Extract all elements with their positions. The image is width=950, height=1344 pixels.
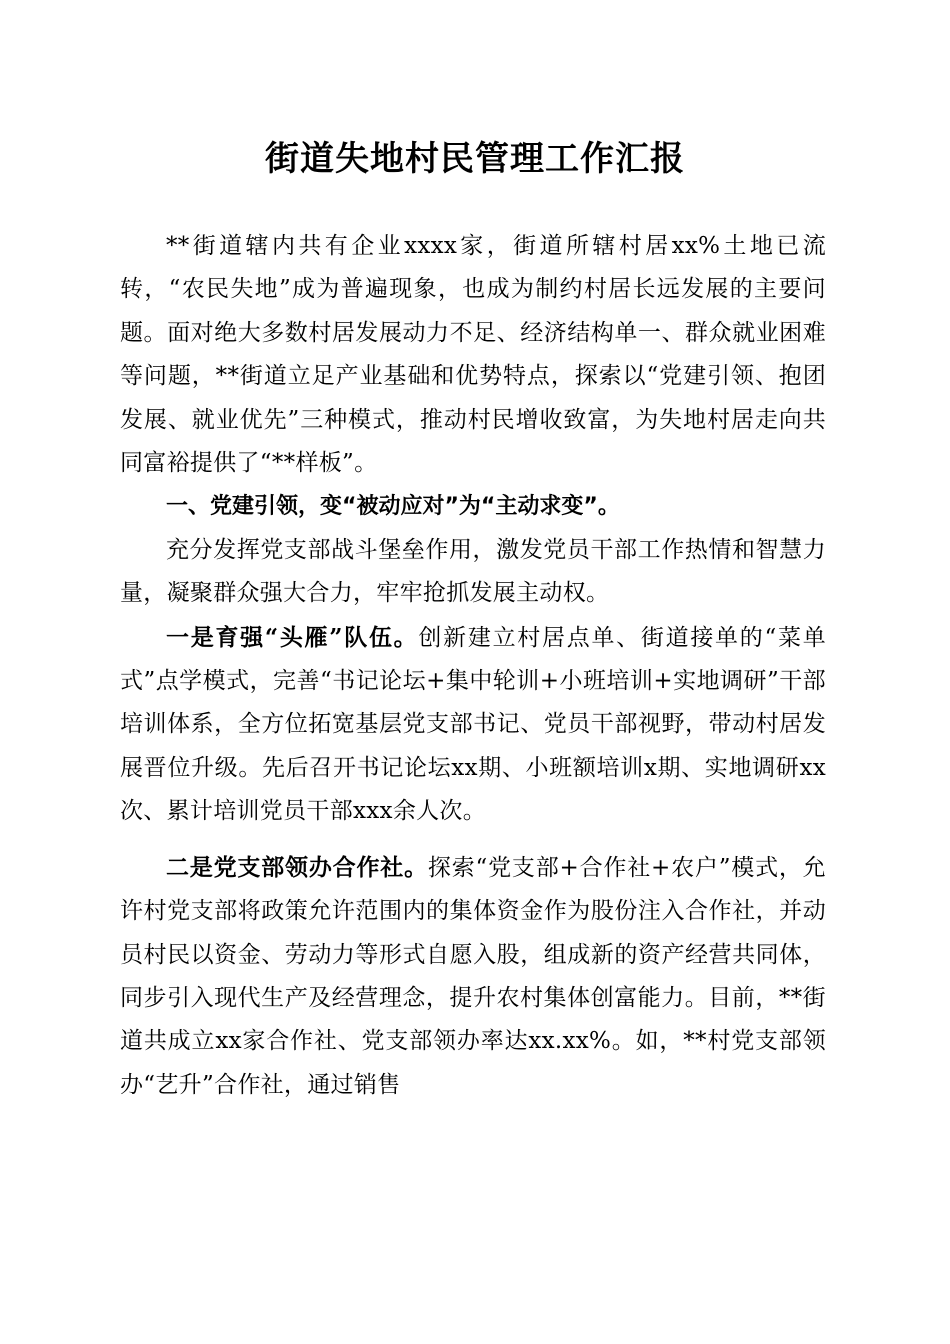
point-2-text: 探索“党支部+合作社+农户”模式，允许村党支部将政策允许范围内的集体资金作为股份注入合作社，并动员村民以资金、劳动力等形式自愿入股，组成新的资产经营共同体，同步引入现代生产及经营理念，提升农村集体创富能力。目前，**街道共成立xx家合作社、党支部领办率达xx.xx%。如，**村党支部领办“艺升”合作社，通过销售 bbox=[120, 854, 826, 1098]
point-1-paragraph bbox=[120, 616, 826, 834]
section-1-heading: 一、党建引领，变“被动应对”为“主动求变”。 bbox=[166, 494, 620, 520]
intro-paragraph: **街道辖内共有企业xxxx家，街道所辖村居xx%土地已流转，“农民失地”成为普遍现象，也成为制约村居长远发展的主要问题。面对绝大多数村居发展动力不足、经济结构单一、群众就业困难等问题，**街道立足产业基础和优势特点，探索以“党建引领、抱团发展、就业优先”三种模式，推动村民增收致富，为失地村居走向共同富裕提供了“**样板”。 bbox=[120, 233, 826, 477]
point-2-lead: 二是党支部领办合作社。 bbox=[166, 853, 428, 881]
point-2-paragraph bbox=[120, 846, 826, 1107]
point-1-text: 创新建立村居点单、街道接单的“菜单式”点学模式，完善“书记论坛+集中轮训+小班培训+实地调研”干部培训体系，全方位拓宽基层党支部书记、党员干部视野，带动村居发展晋位升级。先后召开书记论坛xx期、小班额培训x期、实地调研xx次、累计培训党员干部xxx余人次。 bbox=[120, 624, 827, 825]
section-1-summary: 充分发挥党支部战斗堡垒作用，激发党员干部工作热情和智慧力量，凝聚群众强大合力，牢牢抢抓发展主动权。 bbox=[120, 536, 826, 607]
document-title: 街道失地村民管理工作汇报 bbox=[265, 139, 685, 179]
document-body bbox=[120, 225, 826, 1107]
point-1-lead: 一是育强“头雁”队伍。 bbox=[166, 623, 419, 651]
